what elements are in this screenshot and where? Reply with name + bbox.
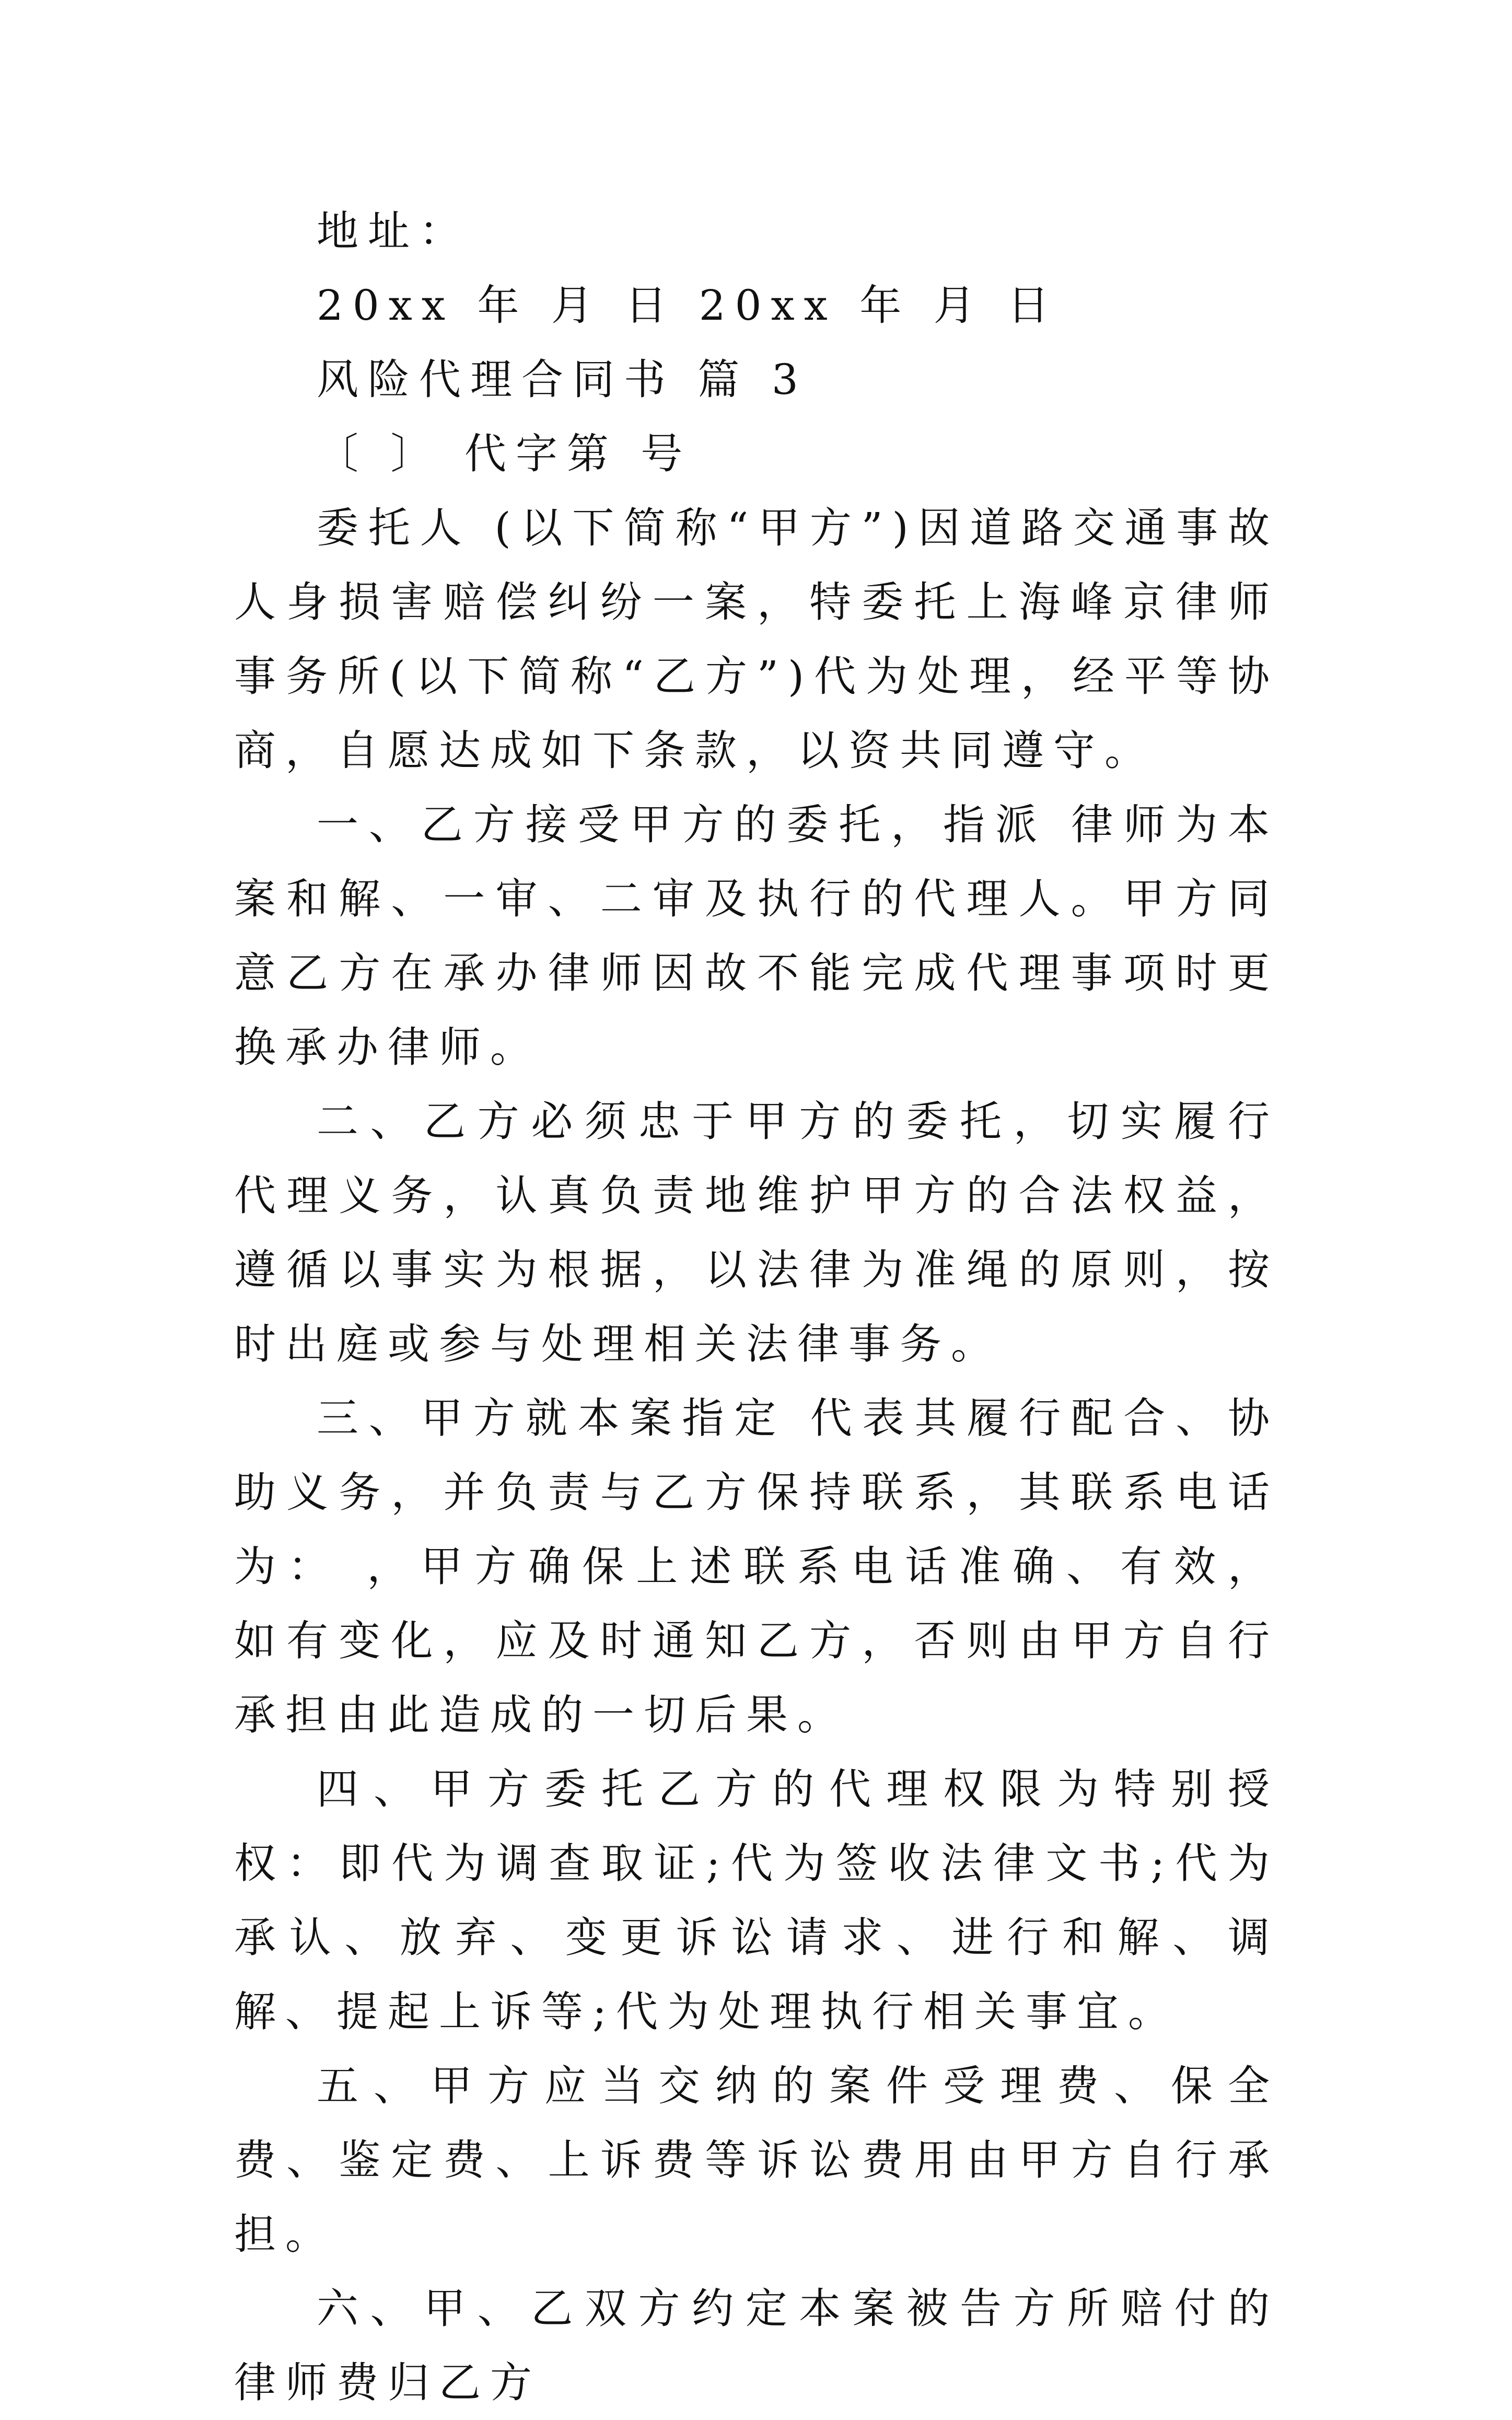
section-title: 风险代理合同书 篇 3 (317, 355, 808, 404)
date-line: 20xx 年 月 日 20xx 年 月 日 (317, 281, 1059, 330)
document-number: 〔 〕 代字第 号 (317, 429, 692, 478)
document-body (234, 194, 1279, 2420)
paragraph-clause-1: 一、乙方接受甲方的委托，指派 律师为本案和解、一审、二审及执行的代理人。甲方同意乙方在承办律师因故不能完成代理事项时更换承办律师。 (234, 800, 1279, 1072)
paragraph-clause-2: 二、乙方必须忠于甲方的委托，切实履行代理义务，认真负责地维护甲方的合法权益，遵循以事实为根据，以法律为准绳的原则，按时出庭或参与处理相关法律事务。 (234, 1097, 1279, 1368)
paragraph-clause-3: 三、甲方就本案指定 代表其履行配合、协助义务，并负责与乙方保持联系，其联系电话为： ，甲方确保上述联系电话准确、有效，如有变化，应及时通知乙方，否则由甲方自行承担由此造成的一切后果。 (234, 1394, 1279, 1739)
paragraph-clause-4: 四、甲方委托乙方的代理权限为特别授权：即代为调查取证;代为签收法律文书;代为承认、放弃、变更诉讼请求、进行和解、调解、提起上诉等;代为处理执行相关事宜。 (234, 1765, 1279, 2036)
paragraph-clause-5: 五、甲方应当交纳的案件受理费、保全费、鉴定费、上诉费等诉讼费用由甲方自行承担。 (234, 2062, 1279, 2259)
paragraph-intro: 委托人 (以下简称“甲方”)因道路交通事故人身损害赔偿纠纷一案，特委托上海峰京律师事务所(以下简称“乙方”)代为处理，经平等协商，自愿达成如下条款，以资共同遵守。 (234, 504, 1279, 775)
paragraph-clause-6: 六、甲、乙双方约定本案被告方所赔付的律师费归乙方 (234, 2284, 1279, 2407)
address-line: 地址： (317, 207, 470, 255)
